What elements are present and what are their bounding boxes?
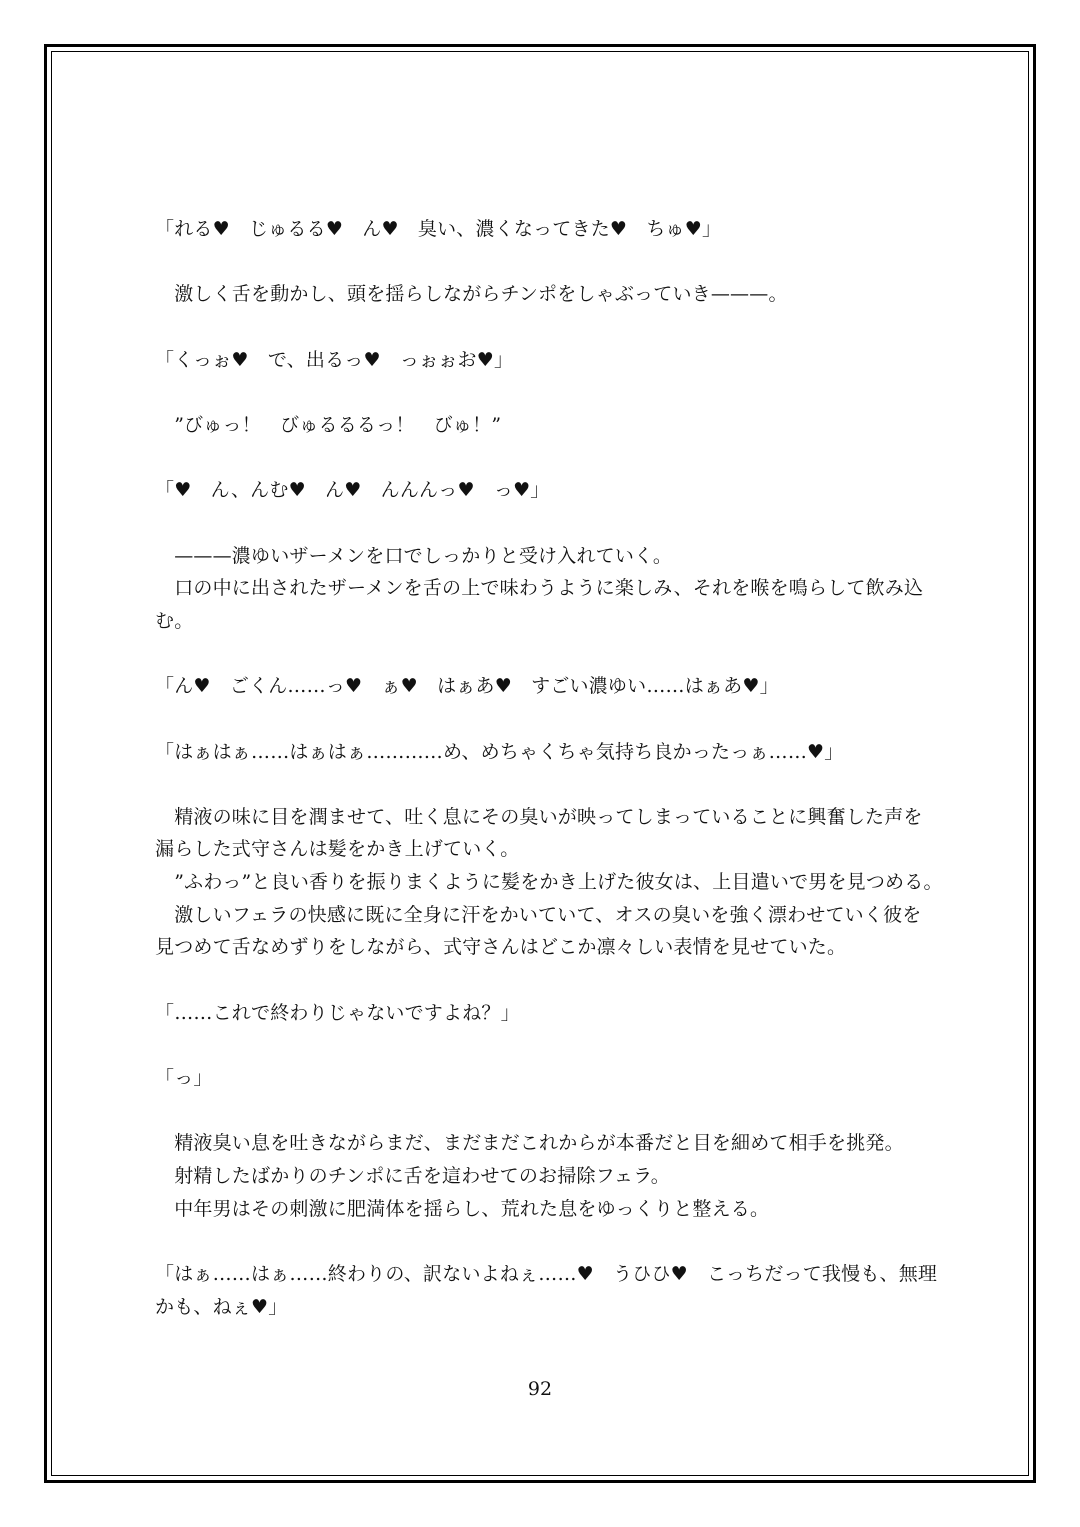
text-line: 「っ」 — [155, 1067, 213, 1090]
blank-line — [155, 638, 945, 671]
text-line: 「♥ ん、んむ♥ ん♥ んんんっ♥ っ♥」 — [155, 479, 550, 502]
text-line: 「れる♥ じゅるる♥ ん♥ 臭い、濃くなってきた♥ ちゅ♥」 — [155, 218, 722, 240]
blank-line — [155, 311, 945, 344]
text-line: 「はぁはぁ……はぁはぁ…………め、めちゃくちゃ気持ち良かったっぁ……♥」 — [155, 740, 844, 763]
text-line: 「くっぉ♥ で、出るっ♥ っぉぉお♥」 — [155, 348, 514, 371]
text-line: む。 — [155, 609, 194, 632]
text-line: 漏らした式守さんは髪をかき上げていく。 — [155, 838, 520, 861]
text-line: 精液の味に目を潤ませて、吐く息にその臭いが映ってしまっていることに興奮した声を — [155, 805, 923, 828]
text-line: 口の中に出されたザーメンを舌の上で味わうように楽しみ、それを喉を鳴らして飲み込 — [155, 577, 924, 600]
text-line: かも、ねぇ♥」 — [155, 1295, 288, 1318]
text-line: ”ふわっ”と良い香りを振りまくように髪をかき上げた彼女は、上目遣いで男を見つめる。 — [155, 871, 943, 894]
text-line: ”びゅっ！ びゅるるるっ！ びゅ！” — [155, 413, 502, 436]
body-text — [155, 213, 945, 1323]
text-line: 激しく舌を動かし、頭を揺らしながらチンポをしゃぶっていき———。 — [155, 283, 788, 306]
blank-line — [155, 964, 945, 997]
text-line: 「はぁ……はぁ……終わりの、訳ないよねぇ……♥ うひひ♥ こっちだって我慢も、無理 — [155, 1263, 938, 1285]
blank-line — [155, 703, 945, 736]
blank-line — [155, 507, 945, 540]
text-line: 精液臭い息を吐きながらまだ、まだまだこれからが本番だと目を細めて相手を挑発。 — [155, 1132, 904, 1155]
blank-line — [155, 768, 945, 801]
blank-line — [155, 442, 945, 475]
text-line: 激しいフェラの快感に既に全身に汗をかいていて、オスの臭いを強く漂わせていく彼を — [155, 903, 922, 926]
text-line: ———濃ゆいザーメンを口でしっかりと受け入れていく。 — [155, 544, 673, 567]
text-line: 見つめて舌なめずりをしながら、式守さんはどこか凛々しい表情を見せていた。 — [155, 936, 847, 959]
blank-line — [155, 1029, 945, 1062]
blank-line — [155, 1095, 945, 1128]
text-line: 射精したばかりのチンポに舌を這わせてのお掃除フェラ。 — [155, 1165, 670, 1188]
page-number: 92 — [527, 1378, 553, 1400]
blank-line — [155, 376, 945, 409]
text-line: 「ん♥ ごくん……っ♥ ぁ♥ はぁあ♥ すごい濃ゆい……はぁあ♥」 — [155, 675, 779, 698]
text-line: 「……これで終わりじゃないですよね？」 — [155, 1001, 520, 1024]
text-line: 中年男はその刺激に肥満体を揺らし、荒れた息をゆっくりと整える。 — [155, 1197, 770, 1220]
blank-line — [155, 246, 945, 279]
blank-line — [155, 1225, 945, 1258]
